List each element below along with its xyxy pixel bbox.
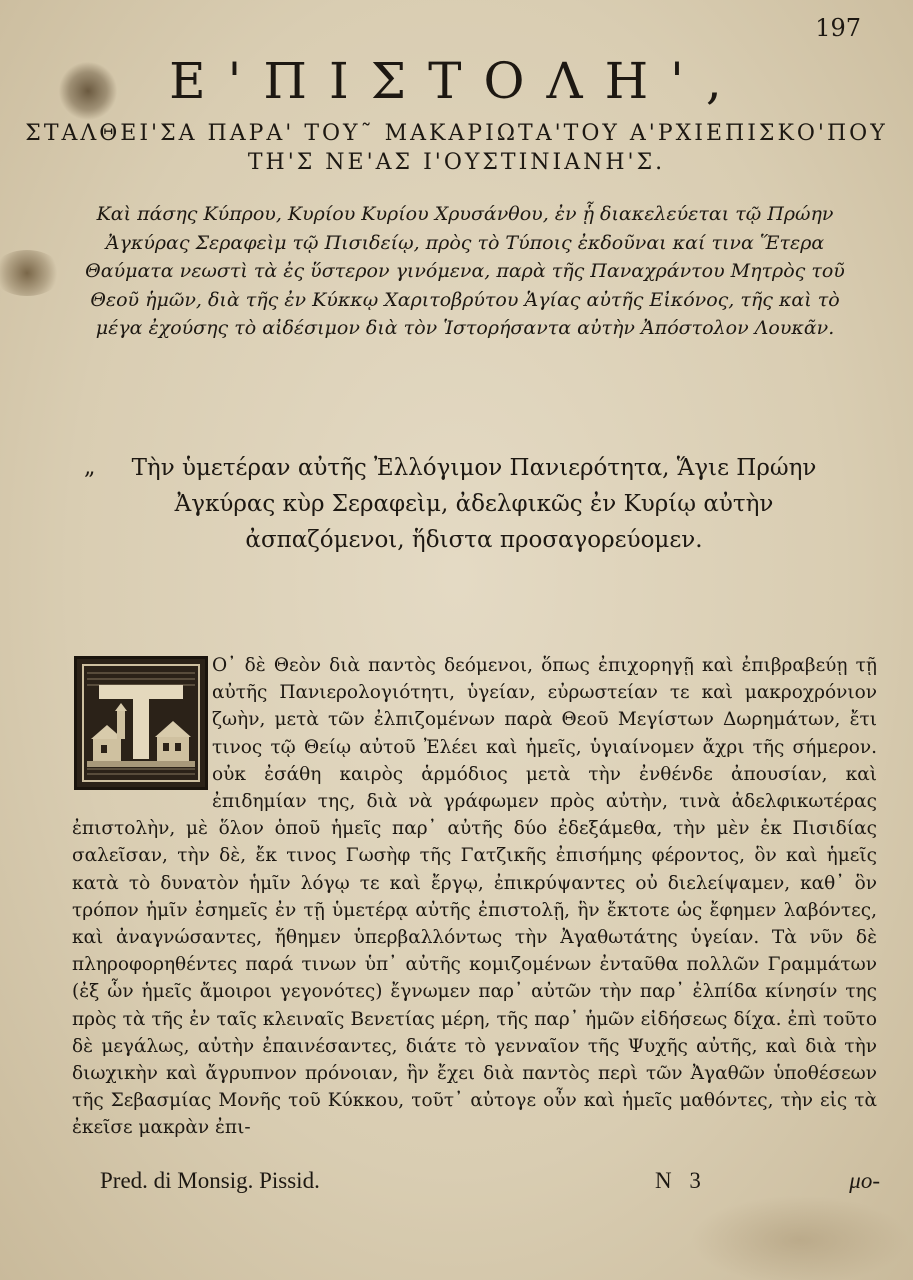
subtitle-line-2: ΤΗ'Σ ΝΕ'ΑΣ Ι'ΟΥΣΤΙΝΙΑΝΗ'Σ. [247, 150, 666, 175]
footer-running-note: Pred. di Monsig. Pissid. [100, 1168, 320, 1193]
letter-body-text: Ο᾽ δὲ Θεὸν διὰ παντὸς δεόμενοι, ὅπως ἐπιχορηγῇ καὶ ἐπιβραβεύῃ τῇ αὐτῆς Πανιερολογιότητι, ὑγείαν, εὐρωστείαν τε καὶ μακροχρόνιον ζωὴν, μετὰ τῶν ἐλπιζομένων παρὰ Θεοῦ Μεγίστων Δωρημάτων, ἔτι τινος τῷ Θείῳ αὐτοῦ Ἐλέει καὶ ἡμεῖς, ὑγιαίνομεν ἄχρι τῆς σήμερον. οὐκ ἐσάθη καιρὸς ἁρμόδιος μετὰ τὴν ἐνθένδε ἀπουσίαν, καὶ ἐπιδημίαν της, διὰ νὰ γράφωμεν πρὸς αὐτὴν, τινὰ ἀδελφικωτέρας ἐπιστολὴν, μὲ ὅλον ὁποῦ ἡμεῖς παρ᾽ αὐτῆς δύο ἐδεξάμεθα, τὴν μὲν ἐκ Πισιδίας σαλεῖσαν, τὴν δὲ, ἔκ τινος Γωσὴφ τῆς Γατζικῆς ἐπισήμης φέροντος, ὃν καὶ ἡμεῖς κατὰ τὸ δυνατὸν ἡμῖν λόγῳ τε καὶ ἔργῳ, ἐπικρύψαντες οὐ διελείψαμεν, καθ᾽ ὃν τρόπον ἡμῖν ἐσημεῖς ἐν τῇ ὑμετέρᾳ αὐτῆς ἐπιστολῇ, ἣν ἔκτοτε ὡς ἔφημεν λαβόντες, καὶ ἀναγνώσαντες, ἤθημεν ὑπερβαλλόντως τὴν Ἀγαθωτάτης ὑγείαν. Τὰ νῦν δὲ πληροφορηθέντες παρά τινων ὑπ᾽ αὐτῆς κομιζομένων ἐνταῦθα πολλῶν Γραμμάτων (ἐξ ὧν ἡμεῖς ἄμοιροι γεγονότες) ἔγνωμεν παρ᾽ αὐτῶν τὴν παρ᾽ ἐλπίδα κίνησίν της πρὸς τὰ τῆς ἐν ταῖς κλειναῖς Βενετίας μέρη, τῆς παρ᾽ ἡμῶν εἰδήσεως δίχα. ἐπὶ τοῦτο δὲ μεγάλως, αὐτὴν ἐπαινέσαντες, διάτε τὸ γενναῖον τῆς Ψυχῆς αὐτῆς, καὶ διὰ τὴν διωχικὴν καὶ ἄγρυπνον πρόνοιαν, ἣν ἔχει διὰ παντὸς περὶ τῶν Ἀγαθῶν ὑποθέσεων τῆς Σεβασμίας Μονῆς τοῦ Κύκκου, τοῦτ᾽ αὐτογε οὖν καὶ ἡμεῖς μαθόντες, τὴν εἰς τὰ ἐκεῖσε μακρὰν ἐπι- [72, 655, 877, 1139]
subtitle-line-1: ΣΤΑΛΘΕΙ'ΣΑ ΠΑΡΑ' ΤΟΥ˜ ΜΑΚΑΡΙΩΤΑ'ΤΟΥ Α'ΡΧΙΕΠΙΣΚΟ'ΠΟΥ [25, 121, 888, 146]
catchword: μο- [849, 1168, 880, 1193]
page-footer [100, 1168, 880, 1202]
signature-mark: N 3 [655, 1168, 707, 1193]
salutation-line-1: Τὴν ὑμετέραν αὐτῆς Ἐλλόγιμον Πανιερότητα, Ἅγιε Πρώην [131, 455, 817, 481]
quote-mark: „ [84, 455, 96, 480]
paper-stain [690, 1195, 910, 1280]
paper-stain [0, 250, 62, 296]
initial-spacer [72, 655, 212, 789]
letter-body [72, 652, 877, 1142]
salutation-line-2: Ἀγκύρας κὺρ Σεραφεὶμ, ἀδελφικῶς ἐν Κυρίῳ αὐτὴν [174, 491, 774, 517]
page-title: Ε'ΠΙΣΤΟΛΗ', [169, 52, 744, 110]
intro-paragraph: Καὶ πάσης Κύπρου, Κυρίου Κυρίου Χρυσάνθου, ἐν ᾗ διακελεύεται τῷ Πρώην Ἀγκύρας Σεραφεὶμ τῷ Πισιδείῳ, πρὸς τὸ Τύποις ἐκδοῦναι καί τινα Ἕτερα Θαύματα νεωστὶ τὰ ἐς ὕστερον γινόμενα, παρὰ τῆς Παναχράντου Μητρὸς τοῦ Θεοῦ ἡμῶν, διὰ τῆς ἐν Κύκκῳ Χαριτοβρύτου Ἁγίας αὐτῆς Εἰκόνος, τῆς καὶ τὸ μέγα ἐχούσης τὸ αἰδέσιμον διὰ τὸν Ἱστορήσαντα αὐτὴν Ἀπόστολον Λουκᾶν. [85, 203, 845, 339]
page-number: 197 [815, 14, 861, 42]
salutation-line-3: ἀσπαζόμενοι, ἥδιστα προσαγορεύομεν. [245, 527, 703, 553]
salutation [84, 450, 864, 558]
